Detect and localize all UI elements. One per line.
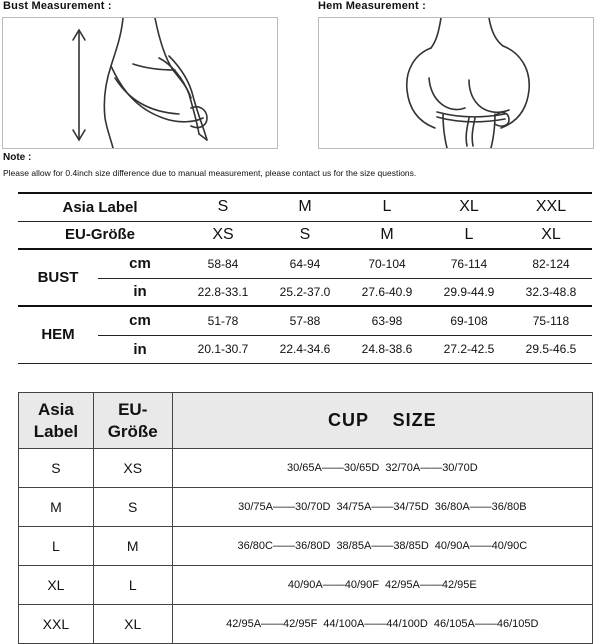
cup-range-dash: —— [469,540,492,552]
bust-in-row [18,278,592,306]
bust-in-unit: in [98,278,182,306]
cup-range [385,579,477,591]
cup-asia-cell: XXL [19,605,94,644]
eu-size-cell: M [346,221,428,249]
bust-cm-cell: 70-104 [346,249,428,278]
cup-range-end: 40/90C [491,540,528,552]
hem-in-row [18,335,592,363]
cup-range [288,579,379,591]
cup-range-cell [172,488,592,527]
cup-range-end: 30/70D [442,462,478,474]
cup-eu-cell: XL [93,605,172,644]
cup-range [435,540,527,552]
cup-range-cell [172,605,592,644]
cup-range-cell [172,449,592,488]
eu-size-cell: XS [182,221,264,249]
bust-cm-cell: 82-124 [510,249,592,278]
asia-size-cell: XXL [510,193,592,221]
hem-in-cell: 29.5-46.5 [510,335,592,363]
cup-range-start: 32/70A [385,462,421,474]
cup-asia-cell: L [19,527,94,566]
hem-in-cell: 20.1-30.7 [182,335,264,363]
cup-asia-cell: XL [19,566,94,605]
cup-asia-head-line1: Asia [37,399,74,419]
cup-table-row [19,605,593,644]
hem-cm-cell: 57-88 [264,306,346,335]
cup-range-end: 36/80D [294,540,331,552]
bust-cm-cell: 64-94 [264,249,346,278]
cup-range [237,540,330,552]
cup-range-start: 42/95A [385,579,420,591]
eu-size-cell: S [264,221,346,249]
cup-asia-cell: S [19,449,94,488]
cup-range-end: 30/70D [294,501,331,513]
cup-range-end: 36/80B [491,501,527,513]
cup-range-start: 40/90A [287,579,323,591]
cup-range-start: 30/75A [238,501,273,513]
cup-range-start: 30/65A [286,462,322,474]
asia-label-header: Asia Label [18,193,182,221]
asia-size-cell: S [182,193,264,221]
bust-cm-cell: 76-114 [428,249,510,278]
hem-in-cell: 22.4-34.6 [264,335,346,363]
asia-size-cell: L [346,193,428,221]
cup-range-start: 34/75A [336,501,372,513]
eu-label-header: EU-Größe [18,221,182,249]
cup-range-end: 42/95F [283,618,318,630]
cup-range-end: 42/95E [441,579,477,591]
cup-range [336,540,428,552]
hem-cm-cell: 75-118 [510,306,592,335]
bust-in-cell: 25.2-37.0 [264,278,346,306]
cup-range-end: 34/75D [393,501,429,513]
cup-asia-head-line2: Label [33,421,79,441]
hem-cm-unit: cm [98,306,182,335]
cup-range-dash: —— [272,540,295,552]
cup-range-start: 44/100A [323,618,365,630]
cup-range-cell [172,566,592,605]
cup-range-end: 38/85D [393,540,429,552]
cup-range-dash: —— [261,618,284,630]
cup-range-start: 40/90A [434,540,470,552]
cup-range [226,618,317,630]
bust-in-cell: 22.8-33.1 [182,278,264,306]
cup-range [323,618,428,630]
eu-size-cell: L [428,221,510,249]
cup-range-end: 44/100D [386,618,428,630]
hem-in-cell: 27.2-42.5 [428,335,510,363]
eu-size-row [18,221,592,249]
hem-label: HEM [18,306,98,363]
cup-range-end: 40/90F [344,579,379,591]
cup-range [287,462,379,474]
cup-eu-head-line1: EU- [118,399,148,419]
hem-cm-cell: 69-108 [428,306,510,335]
cup-range-dash: —— [420,462,443,474]
cup-table-header-row [19,393,593,449]
bust-measurement-illustration [2,17,278,149]
asia-label-row [18,193,592,221]
cup-range-dash: —— [371,540,394,552]
cup-range-start: 38/85A [336,540,372,552]
cup-eu-head-line2: Größe [107,421,158,441]
cup-range [238,501,330,513]
cup-range-dash: —— [321,462,344,474]
cup-range [385,462,477,474]
cup-range-dash: —— [272,501,295,513]
hem-cm-cell: 63-98 [346,306,428,335]
asia-size-cell: M [264,193,346,221]
hem-measurement-illustration [318,17,594,149]
hem-cm-cell: 51-78 [182,306,264,335]
bust-cm-row [18,249,592,278]
cup-eu-cell: S [93,488,172,527]
cup-range-dash: —— [322,579,345,591]
cup-eu-cell: M [93,527,172,566]
bust-cm-unit: cm [98,249,182,278]
size-chart-table [18,192,592,364]
cup-table-row [19,527,593,566]
cup-range [434,618,539,630]
bust-in-cell: 32.3-48.8 [510,278,592,306]
cup-range-dash: —— [474,618,497,630]
cup-range-cell [172,527,592,566]
cup-range-start: 46/105A [433,618,475,630]
cup-range-dash: —— [469,501,492,513]
hem-in-unit: in [98,335,182,363]
hem-measurement-title: Hem Measurement : [318,0,426,12]
cup-table-row [19,566,593,605]
cup-range-dash: —— [364,618,387,630]
bust-cm-cell: 58-84 [182,249,264,278]
bust-in-cell: 27.6-40.9 [346,278,428,306]
cup-range-start: 36/80A [434,501,470,513]
bust-label: BUST [18,249,98,306]
cup-range-end: 46/105D [496,618,539,630]
cup-range [435,501,527,513]
bust-measurement-title: Bust Measurement : [3,0,112,12]
note-text: Please allow for 0.4inch size difference due to manual measurement, please contact us for the size questions. [3,168,417,178]
cup-range-dash: —— [419,579,442,591]
hem-cm-row [18,306,592,335]
cup-table-row [19,449,593,488]
bust-in-cell: 29.9-44.9 [428,278,510,306]
cup-range-start: 36/80C [237,540,273,552]
cup-table-row [19,488,593,527]
cup-range-start: 42/95A [226,618,262,630]
note-title: Note : [3,152,32,163]
cup-asia-label-header [19,393,94,449]
hem-in-cell: 24.8-38.6 [346,335,428,363]
cup-range-dash: —— [371,501,394,513]
cup-eu-cell: L [93,566,172,605]
cup-eu-cell: XS [93,449,172,488]
cup-asia-cell: M [19,488,94,527]
eu-size-cell: XL [510,221,592,249]
cup-range [336,501,428,513]
cup-range-end: 30/65D [343,462,380,474]
cup-size-table [18,392,593,644]
cup-eu-label-header [93,393,172,449]
cup-size-header: CUP SIZE [172,393,592,449]
asia-size-cell: XL [428,193,510,221]
